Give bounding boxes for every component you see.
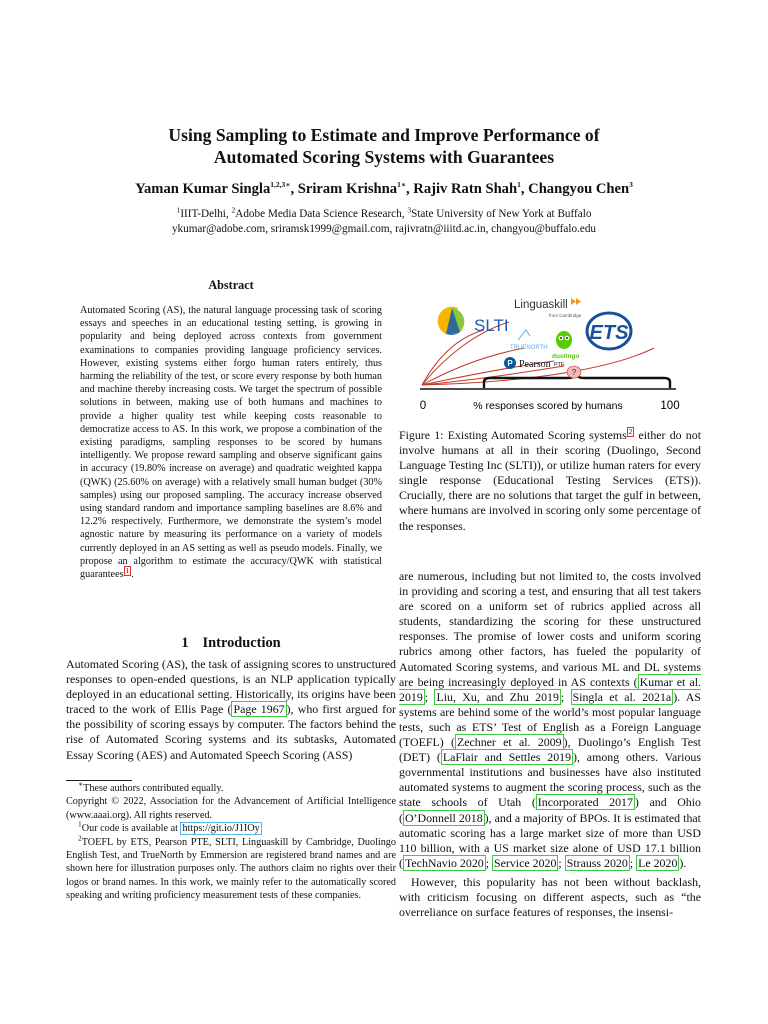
citation-link[interactable]: Kumar et al. 2019: [399, 674, 701, 704]
code-url-link[interactable]: https://git.io/J1IOy: [182, 823, 260, 835]
section-heading: [66, 635, 396, 652]
author-sup: 3: [629, 180, 633, 190]
affil-2: Adobe Media Data Science Research,: [235, 208, 408, 220]
caption-text: Figure 1: Existing Automated Scoring systems: [399, 428, 627, 442]
citation-link[interactable]: TechNavio 2020: [404, 855, 484, 870]
citation-link[interactable]: Incorporated 2017: [537, 795, 633, 810]
truenorth-mark-icon: [518, 330, 530, 340]
affiliation-line: [0, 207, 768, 222]
intro-text: Automated Scoring (AS), the task of assigning scores to unstructured responses to open-ended questions, is an NLP application typically deployed in an educational setting. Historically, its origins have been traced to the work of Ellis Page (: [66, 657, 396, 717]
footnote-sup: ∗: [78, 779, 84, 789]
footnote-1: [66, 819, 396, 835]
author-sup: 1,2,3∗: [270, 180, 291, 190]
slti-logo: [438, 307, 509, 335]
citation-link[interactable]: Page 1967: [233, 702, 285, 717]
author-name: Rajiv Ratn Shah: [413, 181, 518, 197]
body-paragraph: However, this popularity has not been without backlash, with criticism focusing on different aspects, such as “the overreliance on surface features of responses, the insensi-: [399, 874, 701, 920]
abstract-heading: Abstract: [208, 278, 254, 292]
footnotes: [66, 779, 396, 903]
cambridge-label: from Cambridge: [549, 313, 582, 318]
axis-min: 0: [419, 400, 427, 412]
caption-text: either do not involve humans at all in their scoring (Duolingo, Second Language Testing Inc (SLTI)), or utilize human raters for every single response (Educational Testing Services (ETS)). Crucially, there are no solutions that target the gulf in between, where humans are involved in scoring only some percentage of the responses.: [399, 428, 701, 533]
author-name: Changyou Chen: [528, 181, 630, 197]
copyright-notice: Copyright © 2022, Association for the Advancement of Artificial Intelligence (www.aaai.org). All rights reserved.: [66, 796, 396, 821]
question-mark-icon: [567, 366, 581, 378]
citation-link[interactable]: Zechner et al. 2009: [456, 735, 562, 750]
linguaskill-wordmark: Linguaskill: [514, 299, 568, 311]
figure-1: [414, 288, 704, 418]
citation-link[interactable]: O’Donnell 2018: [404, 810, 483, 825]
affil-sup: 3: [407, 205, 412, 215]
axis-label: % responses scored by humans: [473, 400, 623, 412]
author-list: Yaman Kumar Singla$^{1,2,3∗}$, Sriram Krishna$^{1∗}$, Rajiv Ratn Shah$^1$, Changyou Chen$^3$: [135, 180, 633, 197]
footnote-2: [66, 833, 396, 903]
footnote-rule: [66, 780, 132, 781]
footnote-link[interactable]: 1: [125, 566, 130, 575]
footnote-0: [66, 779, 396, 795]
duolingo-logo: [552, 331, 579, 360]
affiliations: [0, 207, 768, 237]
title-line-2: Automated Scoring Systems with Guarantees: [213, 147, 555, 167]
affil-1: IIIT-Delhi,: [180, 208, 232, 220]
linguaskill-arrow-icon: [571, 298, 581, 305]
duolingo-wordmark: duolingo: [552, 353, 580, 360]
author-sup: 1∗: [397, 180, 406, 190]
footnote-link[interactable]: 2: [628, 428, 633, 437]
citation-link[interactable]: Strauss 2020: [566, 855, 628, 870]
ets-wordmark: ETS: [589, 322, 629, 344]
citation-link[interactable]: Service 2020: [494, 855, 557, 870]
citation-link[interactable]: Le 2020: [638, 855, 678, 870]
citation-link[interactable]: LaFlair and Settles 2019: [442, 750, 572, 765]
citation-link[interactable]: Liu, Xu, and Zhu 2019: [436, 689, 559, 704]
abstract-text: Automated Scoring (AS), the natural language processing task of scoring essays and speeches in an educational testing setting, is growing in popularity and being deployed across contexts from government examinations to companies providing language proficiency services. However, existing systems either forgo human raters entirely, thus harming the reliability of the test, or score every response by both human and machine thereby increasing costs. We target the spectrum of possible solutions in between, making use of both humans and machines to provide a higher quality test while keeping costs reasonable to democratize access to AS. In this work, we propose a combination of the existing paradigms, sampling responses to be scored by humans intelligently. We propose reward sampling and observe significant gains in accuracy (19.80% increase on average) and quadratic weighted kappa (QWK) (25.60% on average) with a relatively small human budget (30% samples) using our proposed sampling. The accuracy increase observed using standard random and importance sampling baselines are 8.6% and 12.2% respectively. Furthermore, we demonstrate the system’s model agnostic nature by measuring its performance on a variety of models currently deployed in an AS setting as well as pseudo models. Finally, we propose an algorithm to estimate the accuracy/QWK with statistical guarantees: [80, 305, 382, 581]
citation-link[interactable]: Singla et al. 2021a: [572, 689, 672, 704]
linguaskill-logo: [514, 298, 582, 318]
body-paragraph: are numerous, including but not limited to, the costs involved in providing and scoring a test, and ensuring that all test takers are scored on a uniform set of rubrics applied across all students, standardizing the scoring for these unstructured responses. The promise of lower costs and uniform scoring rubrics among other factors, has fueled the popularity of Automated Scoring systems, and various ML and DL systems are being increasingly deployed in AS contexts ( Kumar et al. 2019 ; Liu, Xu, and Zhu 2019 ; Singla et al. 2021a ). AS systems are behind some of the world’s most popular language tests, such as ETS’ Test of English as a Foreign Language (TOEFL) ( Zechner et al. 2009 ), Duolingo’s English Test (DET) ( LaFlair and Settles 2019 ), among others. Various governmental institutions and businesses have also instituted automated systems to augment the scoring process, such as the state schools of Utah ( Incorporated 2017 ) and Ohio ( O’Donnell 2018 ), and a majority of BPOs. It is estimated that automatic scoring has a large market size of more than USD 110 billion, with a US market size alone of USD 17.1 billion ( TechNavio 2020 ; Service 2020 ; Strauss 2020 ; Le 2020 ).: [399, 569, 702, 870]
intro-text: ), who first argued for the possibility of scoring essays by computer. The factors behind the rise of Automated Scoring systems and its subtasks, Automated Essay Scoring (AES) and Automated Speech Scoring (ASS): [66, 702, 396, 762]
paper-title: [0, 124, 768, 168]
author-sup: 1: [517, 180, 521, 190]
right-column-body: [399, 569, 701, 920]
author-name: Yaman Kumar Singla: [135, 181, 271, 197]
section-number: 1: [181, 635, 189, 651]
section-title: Introduction: [202, 635, 281, 651]
intro-paragraph: [66, 657, 396, 763]
affil-sup: 1: [176, 205, 181, 215]
truenorth-wordmark: TRUENORTH: [510, 345, 548, 351]
question-label: ?: [571, 368, 577, 377]
author-name: Sriram Krishna: [297, 181, 398, 197]
abstract-body: Automated Scoring (AS), the natural language processing task of scoring essays and speeches in an educational testing setting, is growing in popularity and being deployed across contexts from government examinations to companies providing language proficiency services. However, existing systems either forgo human raters entirely, thus harming the reliability of the test, or score every response by both human and machine thereby increasing costs. We target the spectrum of possible solutions in between, making use of both humans and machines to provide a higher quality test while keeping costs reasonable to democratize access to AS. In this work, we propose a combination of the existing paradigms, sampling responses to be scored by humans intelligently. We propose reward sampling and observe significant gains in accuracy (19.80% increase on average) and quadratic weighted kappa (QWK) (25.60% on average) with a relatively small human budget (30% samples) using our proposed sampling. The accuracy increase observed using standard random and importance sampling baselines are 8.6% and 12.2% respectively. Furthermore, we demonstrate the system’s model agnostic nature by measuring its performance on a variety of models currently deployed in an AS setting as well as pseudo models. Finally, we propose an algorithm to estimate the accuracy/QWK with statistical guarantees $^1$ .: [80, 305, 382, 581]
pearson-wordmark: Pearson: [519, 359, 551, 370]
email-line: ykumar@adobe.com, sriramsk1999@gmail.com, rajivratn@iiitd.ac.in, changyou@buffalo.edu: [171, 223, 597, 235]
slti-wordmark: SLTI: [474, 316, 509, 335]
affil-3: State University of New York at Buffalo: [411, 208, 592, 220]
truenorth-logo: [510, 330, 548, 351]
title-line-1: Using Sampling to Estimate and Improve Performance of: [168, 125, 600, 145]
footnote-sup: 2: [78, 833, 82, 843]
axis-max: 100: [660, 400, 680, 412]
affil-sup: 2: [231, 205, 236, 215]
figure-caption: [399, 428, 701, 534]
ets-logo: [587, 313, 631, 349]
footnote-sup: 1: [78, 819, 82, 829]
pte-label: PTE: [554, 362, 565, 368]
footnote-text: Our code is available at: [81, 823, 181, 835]
svg-text:P: P: [507, 359, 513, 368]
duolingo-owl-icon: [556, 331, 572, 349]
footnote-text: These authors contributed equally.: [83, 783, 224, 794]
footnote-text: TOEFL by ETS, Pearson PTE, SLTI, Linguaskill by Cambridge, Duolingo English Test, and TrueNorth by Emmersion are registered brand names and are shown here for illustration purposes only. The authors claim no rights over their logos or brand names. In this work, we mainly refer to the automatically scored speaking and writing proficiency measurement tests of these companies.: [66, 836, 396, 902]
